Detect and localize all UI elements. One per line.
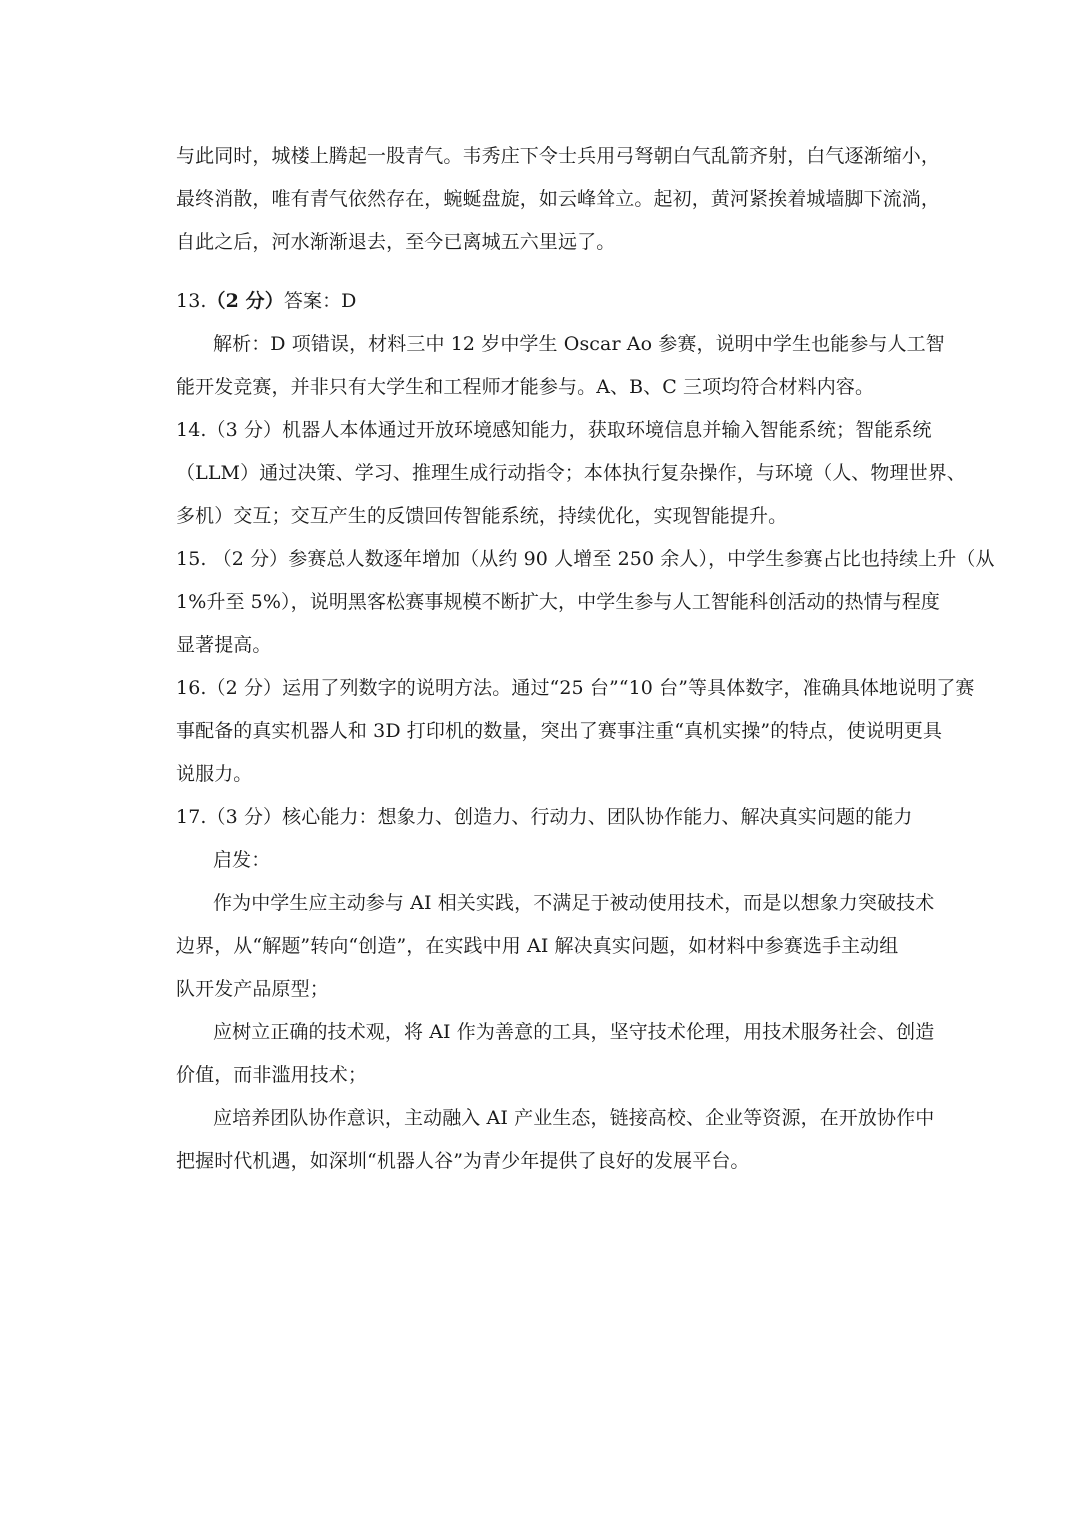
q17-p1-line-1: 作为中学生应主动参与 AI 相关实践，不满足于被动使用技术，而是以想象力突破技术 xyxy=(213,892,935,914)
question-13 xyxy=(176,290,945,398)
q17-p2-line-2: 价值，而非滥用技术； xyxy=(176,1064,368,1086)
q14-line-1: 14.（3 分）机器人本体通过开放环境感知能力，获取环境信息并输入智能系统；智能系统 xyxy=(176,419,932,441)
question-15 xyxy=(176,548,995,656)
q17-paragraph-2 xyxy=(176,1021,935,1086)
q13-analysis-line-1: 解析：D 项错误，材料三中 12 岁中学生 Oscar Ao 参赛，说明中学生也能参与人工智 xyxy=(213,333,945,355)
answer-document xyxy=(176,145,995,1194)
q17-paragraph-3 xyxy=(176,1107,935,1172)
question-16 xyxy=(176,677,975,785)
q14-line-2: （LLM）通过决策、学习、推理生成行动指令；本体执行复杂操作，与环境（人、物理世界、 xyxy=(176,462,966,484)
q13-answer: 答案：D xyxy=(283,290,357,312)
q17-inspire-label: 启发： xyxy=(213,849,271,871)
q17-header: 17.（3 分）核心能力：想象力、创造力、行动力、团队协作能力、解决真实问题的能力 xyxy=(176,806,913,828)
q17-p1-line-2: 边界，从“解题”转向“创造”，在实践中用 AI 解决真实问题，如材料中参赛选手主动组 xyxy=(176,935,899,957)
intro-paragraph xyxy=(176,145,941,253)
q16-line-1: 16.（2 分）运用了列数字的说明方法。通过“25 台”“10 台”等具体数字，准确具体地说明了赛 xyxy=(176,677,975,699)
q13-number: 13. xyxy=(176,290,207,312)
q16-line-3: 说服力。 xyxy=(176,763,253,785)
q13-analysis-line-2: 能开发竞赛，并非只有大学生和工程师才能参与。A、B、C 三项均符合材料内容。 xyxy=(176,376,875,398)
q17-paragraph-1 xyxy=(176,892,935,1000)
q13-answer-line xyxy=(176,291,916,311)
intro-line-3: 自此之后，河水渐渐退去，至今已离城五六里远了。 xyxy=(176,231,616,253)
q15-line-1: 15. （2 分）参赛总人数逐年增加（从约 90 人增至 250 余人），中学生参赛占比也持续上升（从 xyxy=(176,548,995,570)
q14-line-3: 多机）交互；交互产生的反馈回传智能系统，持续优化，实现智能提升。 xyxy=(176,505,788,527)
q17-p2-line-1: 应树立正确的技术观，将 AI 作为善意的工具，坚守技术伦理，用技术服务社会、创造 xyxy=(213,1021,935,1043)
q17-p1-line-3: 队开发产品原型； xyxy=(176,978,329,1000)
q15-line-3: 显著提高。 xyxy=(176,634,272,656)
q15-line-2: 1%升至 5%），说明黑客松赛事规模不断扩大，中学生参与人工智能科创活动的热情与程度 xyxy=(176,591,941,613)
question-17 xyxy=(176,806,935,1172)
q16-line-2: 事配备的真实机器人和 3D 打印机的数量，突出了赛事注重“真机实操”的特点，使说明更具 xyxy=(176,720,943,742)
q17-p3-line-2: 把握时代机遇，如深圳“机器人谷”为青少年提供了良好的发展平台。 xyxy=(176,1150,750,1172)
q13-score: （2 分） xyxy=(206,290,284,312)
q17-p3-line-1: 应培养团队协作意识，主动融入 AI 产业生态，链接高校、企业等资源，在开放协作中 xyxy=(213,1107,935,1129)
intro-line-2: 最终消散，唯有青气依然存在，蜿蜒盘旋，如云峰耸立。起初，黄河紧挨着城墙脚下流淌， xyxy=(176,188,941,210)
question-14 xyxy=(176,419,966,527)
intro-line-1: 与此同时，城楼上腾起一股青气。韦秀庄下令士兵用弓弩朝白气乱箭齐射，白气逐渐缩小， xyxy=(176,145,941,167)
